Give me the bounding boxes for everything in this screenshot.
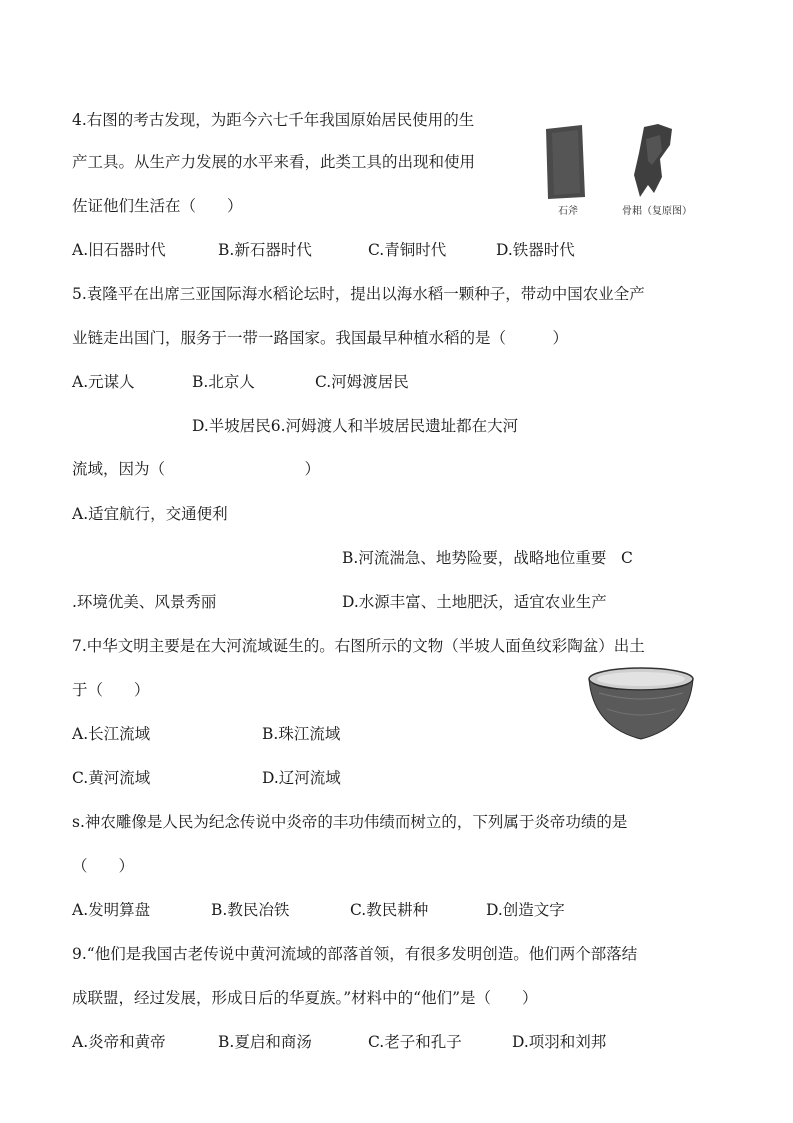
q5-option-b: B.北京人: [192, 373, 255, 391]
q7-stem-line-1: 7.中华文明主要是在大河流域诞生的。右图所示的文物（半坡人面鱼纹彩陶盆）出土: [72, 637, 645, 655]
q5-option-c: C.河姆渡居民: [315, 373, 409, 391]
q6-option-c: .环境优美、风景秀丽: [72, 593, 217, 611]
q8-option-c: C.教民耕种: [350, 901, 429, 919]
q9-stem-line-2: 成联盟，经过发展，形成日后的华夏族。”材料中的“他们”是（ ）: [72, 989, 538, 1007]
q7-stem-line-2: 于（ ）: [72, 681, 150, 699]
q9-option-d: D.项羽和刘邦: [512, 1033, 607, 1051]
q6-option-a: A.适宜航行，交通便利: [72, 505, 228, 523]
pottery-basin-image: [585, 665, 697, 745]
q9-option-a: A.炎帝和黄帝: [72, 1033, 166, 1051]
q8-stem-line-1: s.神农雕像是人民为纪念传说中炎帝的丰功伟绩而树立的，下列属于炎帝功绩的是: [72, 813, 628, 831]
q5-stem-line-2: 业链走出国门，服务于一带一路国家。我国最早种植水稻的是（ ）: [72, 329, 569, 347]
q7-option-d: D.辽河流域: [262, 769, 341, 787]
q4-option-d: D.铁器时代: [496, 241, 575, 259]
q7-option-b: B.珠江流域: [262, 725, 341, 743]
q9-option-b: B.夏启和商汤: [218, 1033, 312, 1051]
q8-option-d: D.创造文字: [486, 901, 565, 919]
q7-option-c: C.黄河流域: [72, 769, 151, 787]
q8-stem-line-2: （ ）: [72, 857, 135, 875]
q5-stem-line-1: 5.袁隆平在出席三亚国际海水稻论坛时，提出以海水稻一颗种子，带动中国农业全产: [72, 285, 645, 303]
caption-bone-spade: 骨耜（复原图）: [622, 206, 692, 217]
q4-option-a: A.旧石器时代: [72, 241, 166, 259]
q8-option-a: A.发明算盘: [72, 901, 151, 919]
q6-stem: 流域，因为（ ）: [72, 460, 321, 478]
caption-stone-axe: 石斧: [558, 206, 578, 217]
q5-option-d-and-q6-start: D.半坡居民6.河姆渡人和半坡居民遗址都在大河: [192, 417, 519, 435]
q6-option-d: D.水源丰富、土地肥沃，适宜农业生产: [342, 593, 607, 611]
q9-option-c: C.老子和孔子: [368, 1033, 462, 1051]
q4-option-c: C.青铜时代: [368, 241, 447, 259]
q6-option-b: B.河流湍急、地势险要，战略地位重要: [342, 549, 607, 567]
q7-option-a: A.长江流域: [72, 725, 151, 743]
q9-stem-line-1: 9.“他们是我国古老传说中黄河流域的部落首领，有很多发明创造。他们两个部落结: [72, 945, 638, 963]
q6-option-c-letter: C: [621, 549, 633, 567]
q4-stem-line-3: 佐证他们生活在（ ）: [72, 197, 243, 215]
q4-option-b: B.新石器时代: [218, 241, 312, 259]
q5-option-a: A.元谋人: [72, 373, 135, 391]
q4-stem-line-1: 4.右图的考古发现，为距今六七千年我国原始居民使用的生: [72, 111, 475, 129]
q4-stem-line-2: 产工具。从生产力发展的水平来看，此类工具的出现和使用: [72, 153, 476, 171]
q8-option-b: B.教民冶铁: [211, 901, 290, 919]
